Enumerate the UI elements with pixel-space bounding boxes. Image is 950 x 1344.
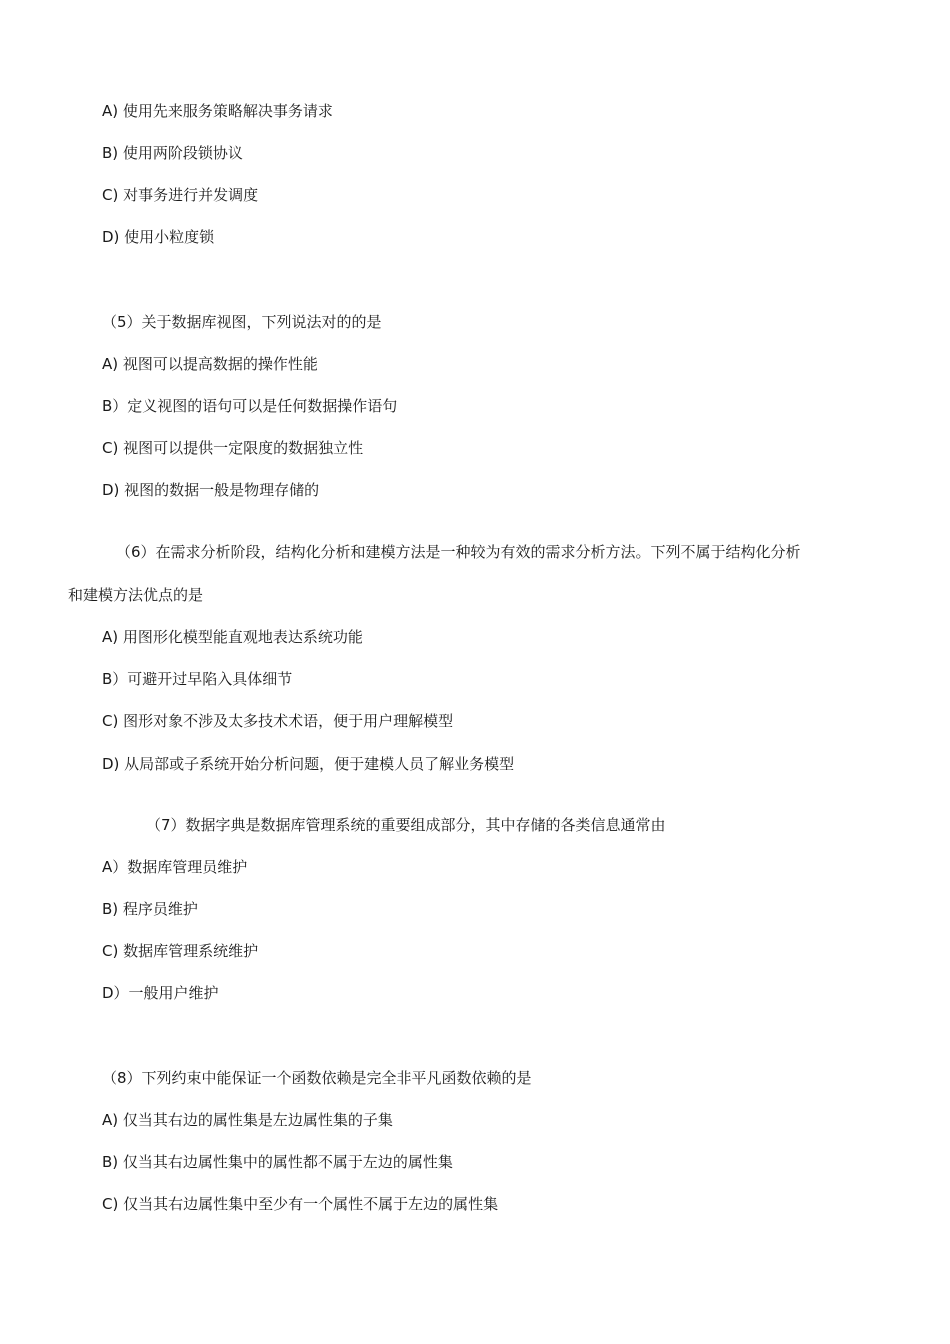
q8-stem: （8）下列约束中能保证一个函数依赖是完全非平凡函数依赖的是 xyxy=(102,1069,532,1087)
q6-stem-line2: 和建模方法优点的是 xyxy=(68,586,204,604)
q4-option-a: A) 使用先来服务策略解决事务请求 xyxy=(102,102,333,120)
q5-stem: （5）关于数据库视图，下列说法对的的是 xyxy=(102,313,382,331)
q7-option-c: C) 数据库管理系统维护 xyxy=(102,942,259,960)
q6-option-a: A) 用图形化模型能直观地表达系统功能 xyxy=(102,628,363,646)
q4-option-d: D) 使用小粒度锁 xyxy=(102,228,215,246)
q6-option-b: B）可避开过早陷入具体细节 xyxy=(102,670,293,688)
q8-option-a: A) 仅当其右边的属性集是左边属性集的子集 xyxy=(102,1111,393,1129)
q6-option-d: D) 从局部或子系统开始分析问题，便于建模人员了解业务模型 xyxy=(102,755,515,773)
q5-option-b: B）定义视图的语句可以是任何数据操作语句 xyxy=(102,397,398,415)
q6-option-c: C) 图形对象不涉及太多技术术语，便于用户理解模型 xyxy=(102,712,454,730)
q5-option-a: A) 视图可以提高数据的操作性能 xyxy=(102,355,318,373)
q4-option-b: B) 使用两阶段锁协议 xyxy=(102,144,243,162)
q5-option-d: D) 视图的数据一般是物理存储的 xyxy=(102,481,320,499)
q4-option-c: C) 对事务进行并发调度 xyxy=(102,186,259,204)
q7-stem: （7）数据字典是数据库管理系统的重要组成部分，其中存储的各类信息通常由 xyxy=(146,816,666,834)
q8-option-b: B) 仅当其右边属性集中的属性都不属于左边的属性集 xyxy=(102,1153,453,1171)
q6-stem-line1: （6）在需求分析阶段，结构化分析和建模方法是一种较为有效的需求分析方法。下列不属于结构化分析 xyxy=(116,543,801,561)
q7-option-b: B) 程序员维护 xyxy=(102,900,198,918)
q7-option-a: A）数据库管理员维护 xyxy=(102,858,248,876)
q7-option-d: D）一般用户维护 xyxy=(102,984,219,1002)
q5-option-c: C) 视图可以提供一定限度的数据独立性 xyxy=(102,439,364,457)
q8-option-c: C) 仅当其右边属性集中至少有一个属性不属于左边的属性集 xyxy=(102,1195,499,1213)
